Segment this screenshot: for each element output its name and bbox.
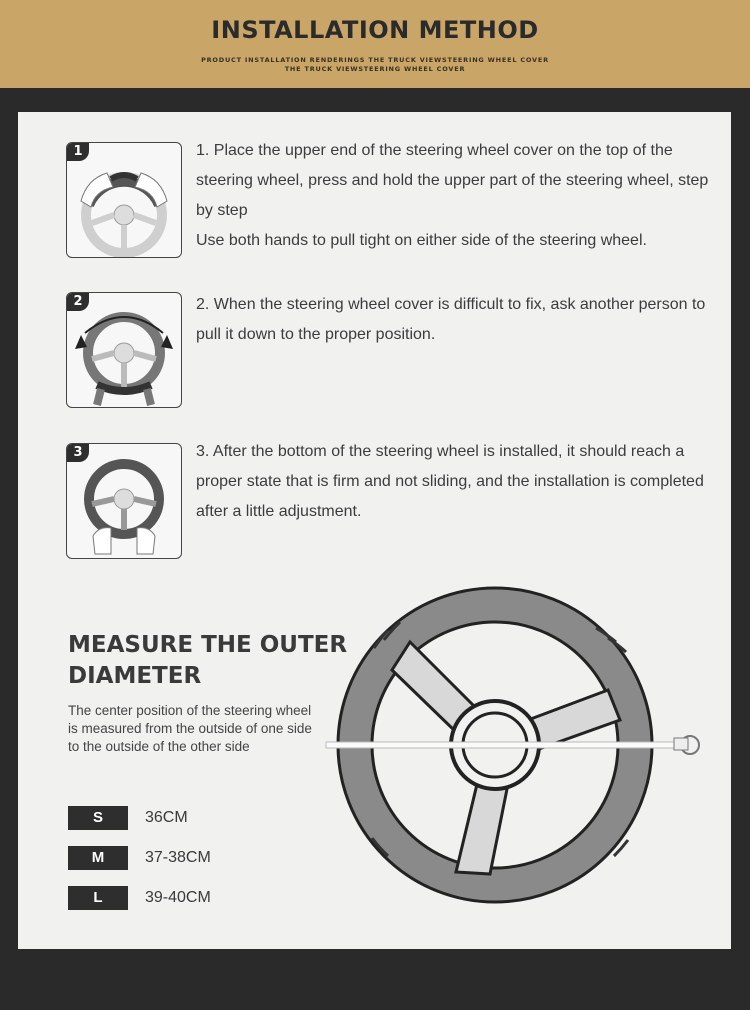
step-1-number: 1 [67, 143, 89, 161]
size-s-value: 36CM [145, 809, 188, 826]
step-1-line-2: Use both hands to pull tight on either side of the steering wheel. [196, 232, 647, 249]
content-panel [18, 112, 731, 949]
steering-wheel-hands-icon [67, 143, 181, 257]
step-1-text [196, 136, 716, 256]
header-subtitle-2: THE TRUCK VIEWSTEERING WHEEL COVER [284, 65, 466, 73]
step-1-line: 1. Place the upper end of the steering wheel cover on the top of the steering wheel, press and hold the upper part of the steering wheel, step by step [196, 142, 709, 219]
size-m-value: 37-38CM [145, 849, 211, 866]
steering-wheel-diagram [318, 570, 708, 914]
step-2-image [66, 292, 182, 408]
step-1-image [66, 142, 182, 258]
step-3-text: 3. After the bottom of the steering wheel is installed, it should reach a proper state that is firm and not sliding, and the installation is completed after a little adjustment. [196, 443, 704, 520]
header-subtitle: PRODUCT INSTALLATION RENDERINGS THE TRUCK VIEWSTEERING WHEEL COVER [201, 56, 549, 64]
steering-wheel-installed-icon [67, 444, 181, 558]
header-banner [0, 0, 750, 88]
step-3-image [66, 443, 182, 559]
measure-title: MEASURE THE OUTER DIAMETER [68, 632, 348, 689]
size-l-badge: L [68, 886, 128, 910]
measure-description: The center position of the steering wheel is measured from the outside of one side to the outside of the other side [68, 703, 312, 754]
size-s-badge: S [68, 806, 128, 830]
step-2-number: 2 [67, 293, 89, 311]
step-3-number: 3 [67, 444, 89, 462]
size-l-value: 39-40CM [145, 889, 211, 906]
size-m-badge: M [68, 846, 128, 870]
page-title: INSTALLATION METHOD [211, 16, 539, 44]
step-2-text: 2. When the steering wheel cover is difficult to fix, ask another person to pull it down to the proper position. [196, 296, 706, 343]
steering-wheel-pull-icon [67, 293, 181, 407]
